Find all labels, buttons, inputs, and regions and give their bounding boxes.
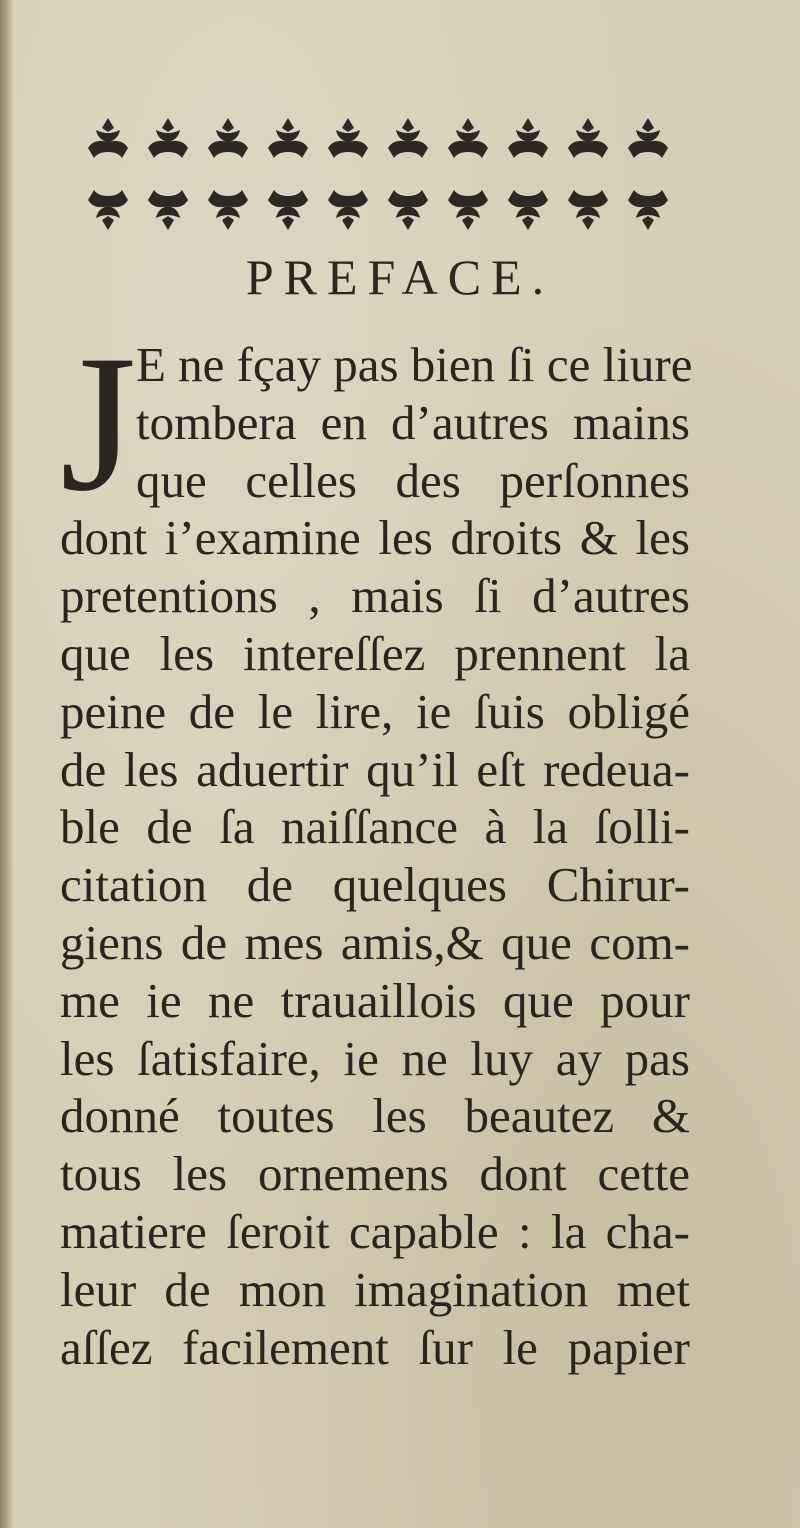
text-line: aſſez facilement ſur le papier: [60, 1319, 690, 1375]
fleuron-row-bottom: [88, 190, 668, 230]
text-line: leur de mon imagination met: [60, 1261, 690, 1317]
text-line: pretentions , mais ſi d’autres: [60, 568, 690, 624]
text-line: de les aduertir qu’il eſt redeua-: [60, 741, 690, 797]
page-title: PREFACE.: [245, 249, 555, 305]
text-line: tombera en d’autres mains: [136, 394, 690, 450]
fleuron-row-top: [88, 118, 668, 158]
drop-cap: J: [60, 315, 137, 532]
text-line: ble de ſa naiſſance à la ſolli-: [60, 799, 690, 855]
text-line: que les intereſſez prennent la: [60, 625, 690, 681]
text-line: tous les ornemens dont cette: [60, 1146, 690, 1202]
fleuron-band-icon: [76, 108, 696, 240]
page-edge: [0, 0, 14, 1528]
preface-text: [60, 315, 693, 1376]
text-line: donné toutes les beautez &: [60, 1088, 690, 1144]
text-line: citation de quelques Chirur-: [60, 857, 690, 913]
text-line: dont i’examine les droits & les: [60, 510, 690, 566]
text-line: peine de le lire, ie ſuis obligé: [60, 683, 690, 739]
text-line: que celles des perſonnes: [136, 452, 690, 508]
text-line: E ne fçay pas bien ſi ce liure: [136, 337, 693, 392]
text-line: les ſatisfaire, ie ne luy ay pas: [60, 1030, 690, 1086]
text-line: matiere ſeroit capable : la cha-: [60, 1203, 690, 1259]
text-line: me ie ne trauaillois que pour: [60, 972, 690, 1028]
text-line: giens de mes amis,& que com-: [60, 914, 690, 970]
